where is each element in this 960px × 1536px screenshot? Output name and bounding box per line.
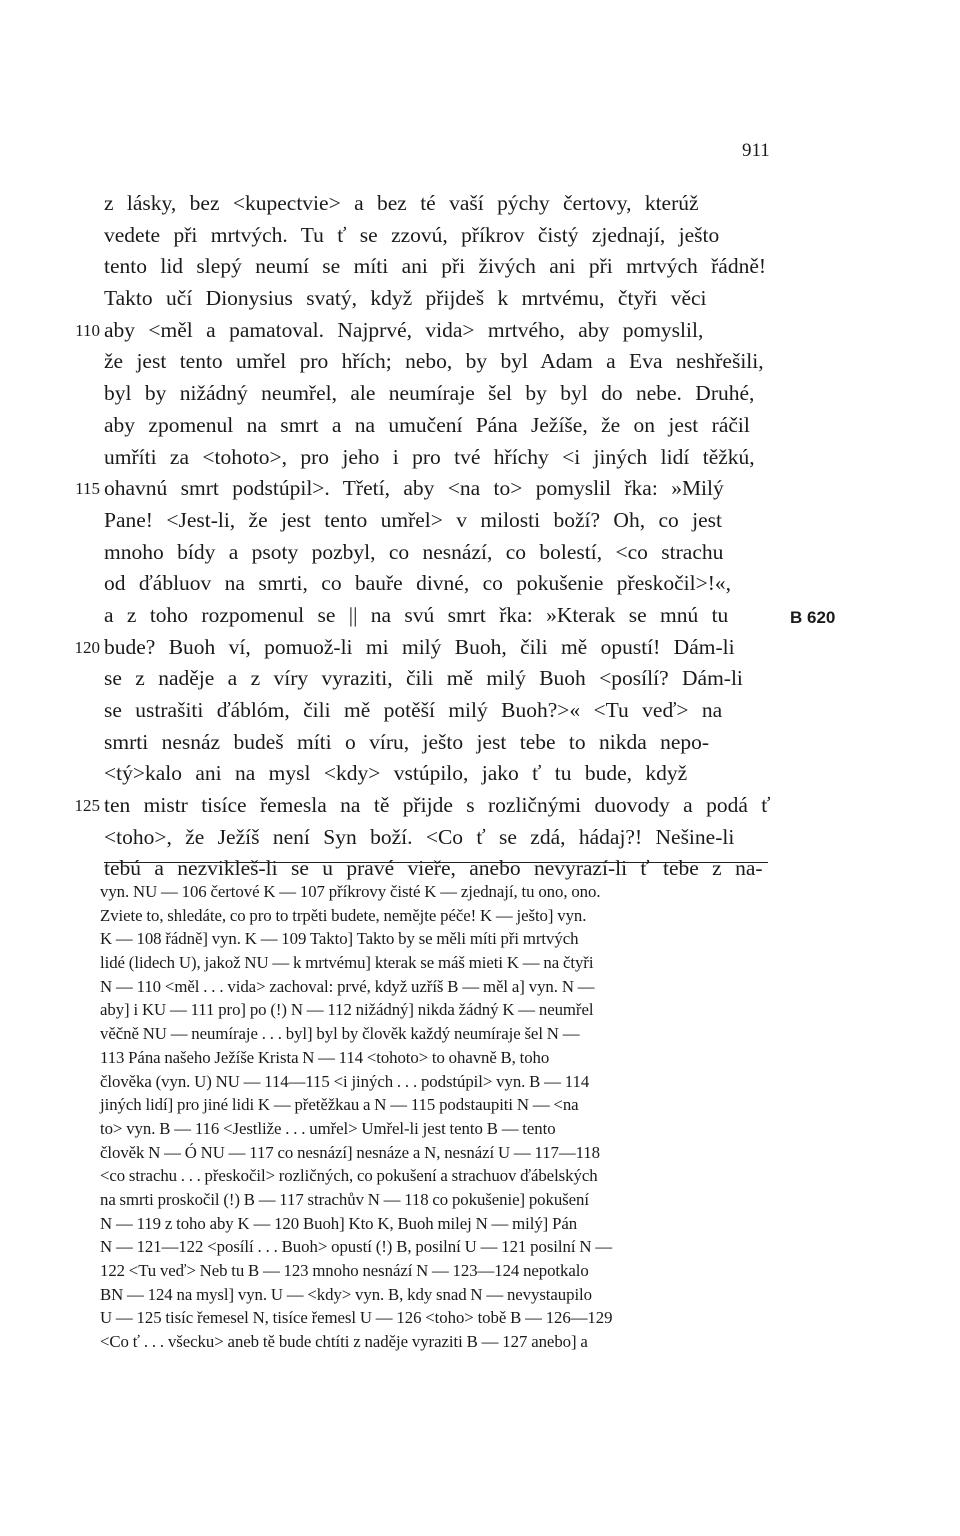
apparatus-line: to> vyn. B — 116 <Jestliže . . . umřel> Umřel-li jest tento B — tento (100, 1118, 556, 1138)
apparatus-line: jiných lidí] pro jiné lidi K — přetěžkau a N — 115 podstaupiti N — <na (100, 1095, 579, 1115)
apparatus-line: U — 125 tisíc řemesel N, tisíce řemesl U — 126 <toho> tobě B — 126—129 (100, 1308, 613, 1328)
critical-apparatus (100, 880, 768, 1354)
text-line (104, 695, 784, 727)
apparatus-line: K — 108 řádně] vyn. K — 109 Takto] Takto by se měli míti při mrtvých (100, 929, 579, 949)
apparatus-line: aby] i KU — 111 pro] po (!) N — 112 nižádný] nikda žádný K — neumřel (100, 1000, 594, 1020)
text-line (104, 378, 784, 410)
main-text (74, 188, 836, 885)
apparatus-line: člověk N — Ó NU — 117 co nesnází] nesnáze a N, nesnází U — 117—118 (100, 1142, 600, 1162)
text-line-content: se z naděje a z víry vyraziti, čili mě milý Buoh <posílí? Dám-li (104, 666, 743, 691)
text-line (104, 410, 784, 442)
apparatus-line: N — 110 <měl . . . vida> zachoval: prvé, když uzříš B — měl a] vyn. N — (100, 976, 595, 996)
apparatus-line: BN — 124 na mysl] vyn. U — <kdy> vyn. B, kdy snad N — nevystaupilo (100, 1284, 592, 1304)
apparatus-line: lidé (lidech U), jakož NU — k mrtvému] kterak se máš mieti K — na čtyři (100, 953, 594, 973)
footnote-divider (104, 862, 768, 863)
text-line-content: mnoho bídy a psoty pozbyl, co nesnází, co bolestí, <co strachu (104, 539, 724, 564)
page-number: 911 (742, 140, 770, 161)
text-line-content: tebú a nezvikleš-li se u pravé vieře, anebo nevyrazí-li ť tebe z na- (104, 856, 763, 881)
text-line-content: aby zpomenul na smrt a na umučení Pána Ježíše, že on jest ráčil (104, 412, 750, 437)
apparatus-line: věčně NU — neumíraje . . . byl] byl by člověk každý neumíraje šel N — (100, 1024, 580, 1044)
apparatus-line: 122 <Tu veď> Neb tu B — 123 mnoho nesnází N — 123—124 nepotkalo (100, 1261, 589, 1280)
text-line-content: Pane! <Jest-li, že jest tento umřel> v milosti boží? Oh, co jest (104, 507, 722, 532)
text-line (74, 790, 784, 822)
text-line-content: bude? Buoh ví, pomuož-li mi milý Buoh, čili mě opustí! Dám-li (104, 634, 735, 659)
text-line (104, 251, 784, 283)
text-line (75, 315, 784, 347)
text-line-content: Takto učí Dionysius svatý, když přijdeš k mrtvému, čtyři věci (104, 286, 707, 311)
text-line (74, 632, 784, 664)
text-line-content: byl by nižádný neumřel, ale neumíraje šel by byl do nebe. Druhé, (104, 381, 755, 406)
text-line-content: od ďábluov na smrti, co bauře divné, co pokušenie přeskočil>!«, (104, 571, 732, 596)
text-line-content: vedete při mrtvých. Tu ť se zzovú, příkrov čistý zjednají, ješto (104, 222, 720, 247)
apparatus-line: N — 119 z toho aby K — 120 Buoh] Kto K, Buoh milej N — milý] Pán (100, 1213, 578, 1233)
apparatus-line: <co strachu . . . přeskočil> rozličných, co pokušení a strachuov ďábelských (100, 1166, 598, 1186)
text-line (104, 442, 784, 474)
apparatus-line: Zviete to, shledáte, co pro to trpěti budete, nemějte péče! K — ješto] vyn. (100, 905, 587, 925)
apparatus-line: na smrti proskočil (!) B — 117 strachův N — 118 co pokušenie] pokušení (100, 1189, 589, 1209)
text-line-content: <tý>kalo ani na mysl <kdy> vstúpilo, jako ť tu bude, když (104, 761, 688, 786)
line-number: 120 (74, 637, 100, 657)
line-number: 110 (75, 320, 100, 340)
text-line (104, 758, 784, 790)
text-line (104, 663, 784, 695)
text-line-content: smrti nesnáz budeš míti o víru, ješto jest tebe to nikda nepo- (104, 729, 710, 754)
text-line (104, 188, 784, 220)
text-line-content: ten mistr tisíce řemesla na tě přijde s rozličnými duovody a podá ť (104, 793, 771, 818)
text-line (104, 822, 784, 854)
text-line (104, 600, 836, 632)
apparatus-line: vyn. NU — 106 čertové K — 107 příkrovy čisté K — zjednají, tu ono, ono. (100, 882, 601, 901)
text-line-content: <toho>, že Ježíš není Syn boží. <Co ť se zdá, hádaj?! Nešine-li (104, 824, 735, 849)
text-line-content: a z toho rozpomenul se || na svú smrt řka: »Kterak se mnú tu (104, 602, 729, 627)
text-line-content: umříti za <tohoto>, pro jeho i pro tvé hříchy <i jiných lidí těžkú, (104, 444, 755, 469)
apparatus-line: 113 Pána našeho Ježíše Krista N — 114 <tohoto> to ohavně B, toho (100, 1047, 550, 1067)
apparatus-line: <Co ť . . . všecku> aneb tě bude chtíti z naděje vyraziti B — 127 anebo] a (100, 1332, 588, 1352)
apparatus-line: N — 121—122 <posílí . . . Buoh> opustí (!) B, posilní U — 121 posilní N — (100, 1237, 613, 1257)
margin-reference: B 620 (790, 607, 836, 627)
text-line-content: tento lid slepý neumí se míti ani při živých ani při mrtvých řádně! (104, 254, 767, 279)
text-line (104, 346, 784, 378)
text-line-content: se ustrašiti ďáblóm, čili mě potěší milý Buoh?>« <Tu veď> na (104, 698, 723, 722)
text-line-content: aby <měl a pamatoval. Najprvé, vida> mrtvého, aby pomyslil, (104, 317, 704, 342)
text-line (75, 473, 784, 505)
text-line (104, 727, 784, 759)
text-line (104, 505, 784, 537)
text-line-content: ohavnú smrt podstúpil>. Třetí, aby <na to> pomyslil řka: »Milý (104, 476, 724, 501)
text-line (104, 220, 784, 252)
apparatus-line: člověka (vyn. U) NU — 114—115 <i jiných . . . podstúpil> vyn. B — 114 (100, 1071, 590, 1091)
line-number: 125 (74, 796, 100, 816)
text-line-content: z lásky, bez <kupectvie> a bez té vaší pýchy čertovy, kterúž (104, 191, 699, 215)
text-line (104, 283, 784, 315)
line-number: 115 (75, 479, 100, 499)
text-line-content: že jest tento umřel pro hřích; nebo, by byl Adam a Eva neshřešili, (104, 349, 764, 374)
text-line (104, 568, 784, 600)
text-line (104, 537, 784, 569)
